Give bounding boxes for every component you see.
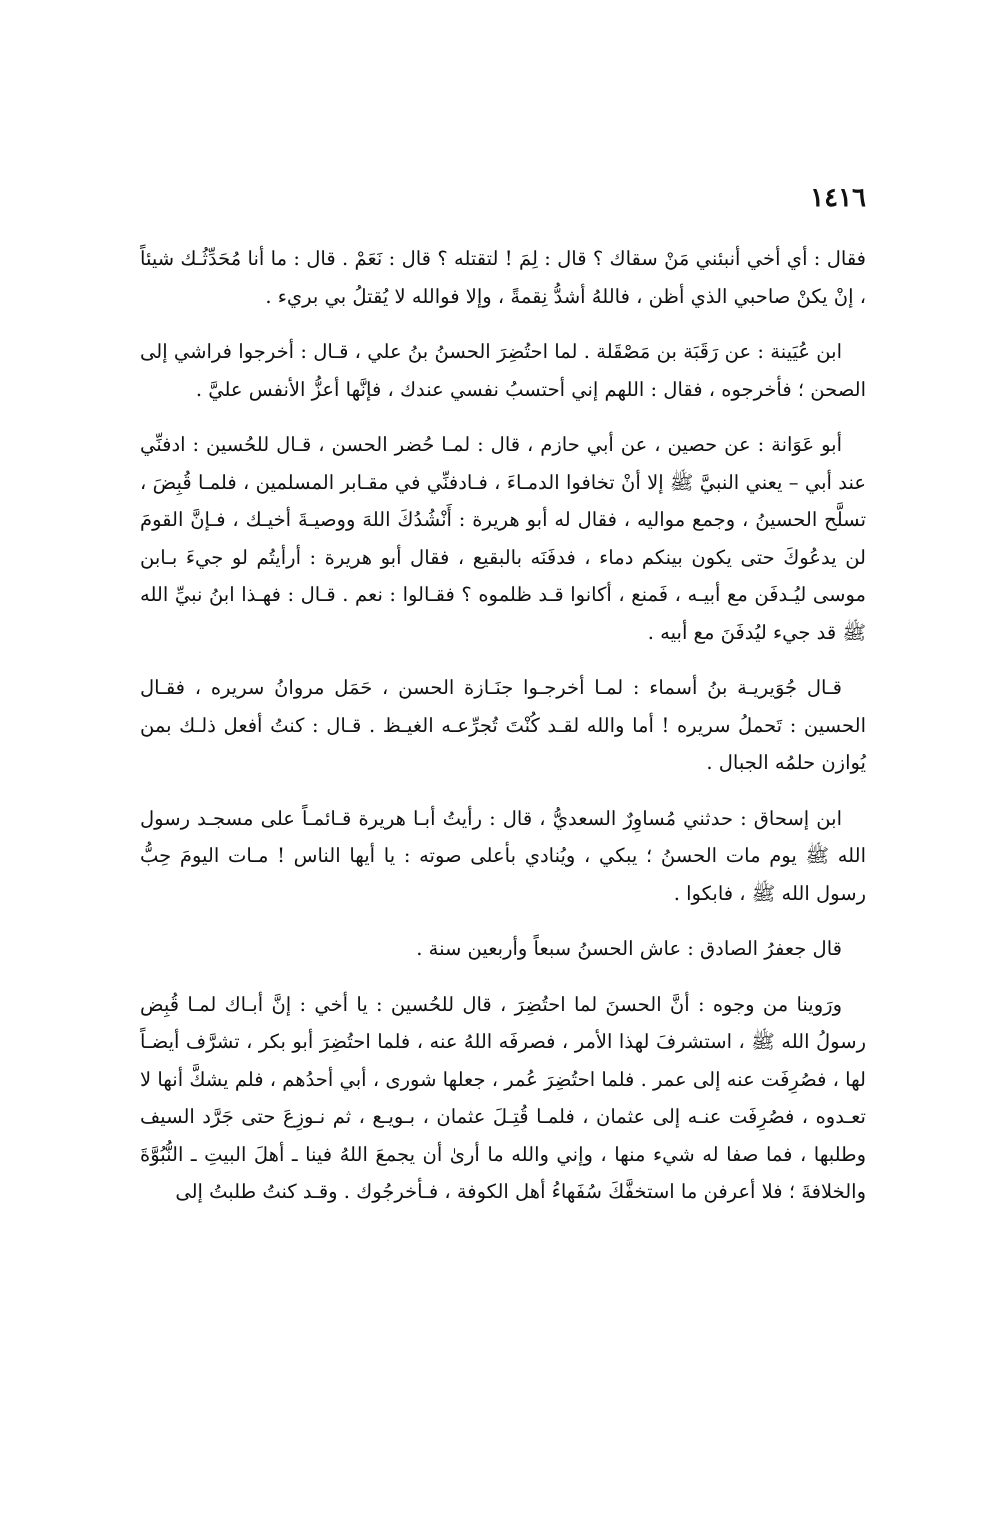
paragraph: ورَوينا من وجوه : أنَّ الحسنَ لما احتُضِرَ ، قال للحُسين : يا أخي : إنَّ أبـاك لمـا قُبِض رسولُ الله ﷺ ، استشرفَ لهذا الأمر ، فصرفَه اللهُ عنه ، فلما احتُضِرَ أبو بكر ، تشرَّف أيضـاً لها ، فصُرِفَت عنه إلى عمر . فلما احتُضِرَ عُمر ، جعلها شورى ، أبي أحدُهم ، فلم يشكَّ أنها لا تعـدوه ، فصُرِفَت عنـه إلى عثمان ، فلمـا قُتِـلَ عثمان ، بـويـع ، ثم نـوزِعَ حتى جَرَّد السيف وطلبها ، فما صفا له شيء منها ، وإني والله ما أرىٰ أن يجمعَ اللهُ فينا ـ أهلَ البيتِ ـ النُّبُوَّةَ والخلافةَ ؛ فلا أعرفن ما استخفَّكَ سُفَهاءُ أهل الكوفة ، فـأخرجُوك . وقـد كنتُ طلبتُ إلى [140,992,866,1203]
paragraph: ابن عُيَينة : عن رَقَبَة بن مَصْقَلة . لما احتُضِرَ الحسنُ بنُ علي ، قـال : أخرجوا فراشي إلى الصحن ؛ فأخرجوه ، فقال : اللهم إني أحتسبُ نفسي عندك ، فإنَّها أعزُّ الأنفس عليَّ . [140,340,866,401]
body-text [140,240,866,1229]
page-number: ١٤١٦ [810,183,866,213]
paragraph: أبو عَوَانة : عن حصين ، عن أبي حازم ، قال : لمـا حُضر الحسن ، قـال للحُسين : ادفنِّي عند أبي – يعني النبيَّ ﷺ إلا أنْ تخافوا الدمـاءَ ، فـادفنِّي في مقـابر المسلمين ، فلمـا قُبِضَ ، تسلَّح الحسينُ ، وجمع مواليه ، فقال له أبو هريرة : أَنْشُدُكَ اللهَ ووصيـةَ أخيـك ، فـإنَّ القومَ لن يدعُوكَ حتى يكون بينكم دماء ، فدفَنَه بالبقيع ، فقال أبو هريرة : أرأيتُم لو جيءَ بـابن موسى ليُـدفَن مع أبيـه ، فَمنع ، أكانوا قـد ظلموه ؟ فقـالوا : نعم . قـال : فهـذا ابنُ نبيِّ الله ﷺ قد جيء ليُدفَنَ مع أبيه . [140,433,866,644]
paragraph: ابن إسحاق : حدثني مُساوِرٌ السعديُّ ، قال : رأيتُ أبـا هريرة قـائمـاً على مسجـد رسول الله ﷺ يوم مات الحسنُ ؛ يبكي ، ويُنادي بأعلى صوته : يا أيها الناس ! مـات اليومَ حِبُّ رسول الله ﷺ ، فابكوا . [140,806,866,905]
paragraph: قال جعفرُ الصادق : عاش الحسنُ سبعاً وأربعين سنة . [416,937,842,960]
paragraph: فقال : أي أخي أنبئني مَنْ سقاك ؟ قال : لِمَ ! لتقتله ؟ قال : نَعَمْ . قال : ما أنا مُحَدِّثُـك شيئاً ، إنْ يكنْ صاحبي الذي أظن ، فاللهُ أشدُّ نِقمةً ، وإلا فوالله لا يُقتلُ بي بريء . [140,247,866,308]
paragraph: قـال جُوَيريـة بنُ أسماء : لمـا أخرجـوا جنَـازة الحسن ، حَمَل مروانُ سريره ، فقـال الحسين : تَحملُ سريره ! أما والله لقـد كُنْتَ تُجرِّعـه الغيـظ . قـال : كنتُ أفعل ذلـك بمن يُوازن حلمُه الجبال . [140,676,866,774]
